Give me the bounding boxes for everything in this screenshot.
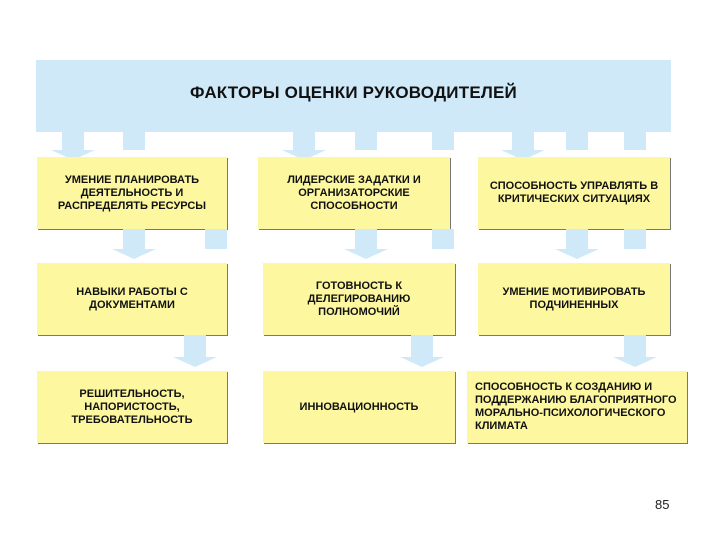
connector-col-2b [355,132,377,150]
diagram-title: ФАКТОРЫ ОЦЕНКИ РУКОВОДИТЕЛЕЙ [190,83,517,102]
connector-col-2f [411,335,433,357]
connector-col-1d [205,229,227,249]
factor-box: СПОСОБНОСТЬ УПРАВЛЯТЬ В КРИТИЧЕСКИХ СИТУАЦИЯХ [478,157,670,229]
connector-col-1b [123,132,145,150]
connector-col-1c [123,229,145,249]
arrow-down-icon [344,249,388,259]
factor-box: ИННОВАЦИОННОСТЬ [263,371,455,443]
connector-col-1e [184,335,206,357]
factor-box: УМЕНИЕ МОТИВИРОВАТЬ ПОДЧИНЕННЫХ [478,263,670,335]
connector-col-3f [624,335,646,357]
connector-col-2c [432,132,454,150]
connector-col-3d [566,229,588,249]
connector-col-2e [432,229,454,249]
factor-box: СПОСОБНОСТЬ К СОЗДАНИЮ И ПОДДЕРЖАНИЮ БЛАГОПРИЯТНОГО МОРАЛЬНО-ПСИХОЛОГИЧЕСКОГО КЛИМАТА [467,371,687,443]
connector-col-1a [62,132,84,150]
arrow-down-icon [555,249,599,259]
connector-col-2d [355,229,377,249]
factor-box: ЛИДЕРСКИЕ ЗАДАТКИ И ОРГАНИЗАТОРСКИЕ СПОСОБНОСТИ [258,157,450,229]
factor-box: УМЕНИЕ ПЛАНИРОВАТЬ ДЕЯТЕЛЬНОСТЬ И РАСПРЕДЕЛЯТЬ РЕСУРСЫ [37,157,227,229]
arrow-down-icon [173,357,217,367]
arrow-down-icon [112,249,156,259]
connector-col-3a [512,132,534,150]
arrow-down-icon [613,357,657,367]
connector-col-2a [293,132,315,150]
connector-col-3b [566,132,588,150]
diagram-header [36,60,671,132]
page-number: 85 [655,497,670,512]
connector-col-3e [624,229,646,249]
arrow-down-icon [400,357,444,367]
connector-col-3c [624,132,646,150]
factor-box: ГОТОВНОСТЬ К ДЕЛЕГИРОВАНИЮ ПОЛНОМОЧИЙ [263,263,455,335]
factor-box: НАВЫКИ РАБОТЫ С ДОКУМЕНТАМИ [37,263,227,335]
factor-box: РЕШИТЕЛЬНОСТЬ, НАПОРИСТОСТЬ, ТРЕБОВАТЕЛЬНОСТЬ [37,371,227,443]
